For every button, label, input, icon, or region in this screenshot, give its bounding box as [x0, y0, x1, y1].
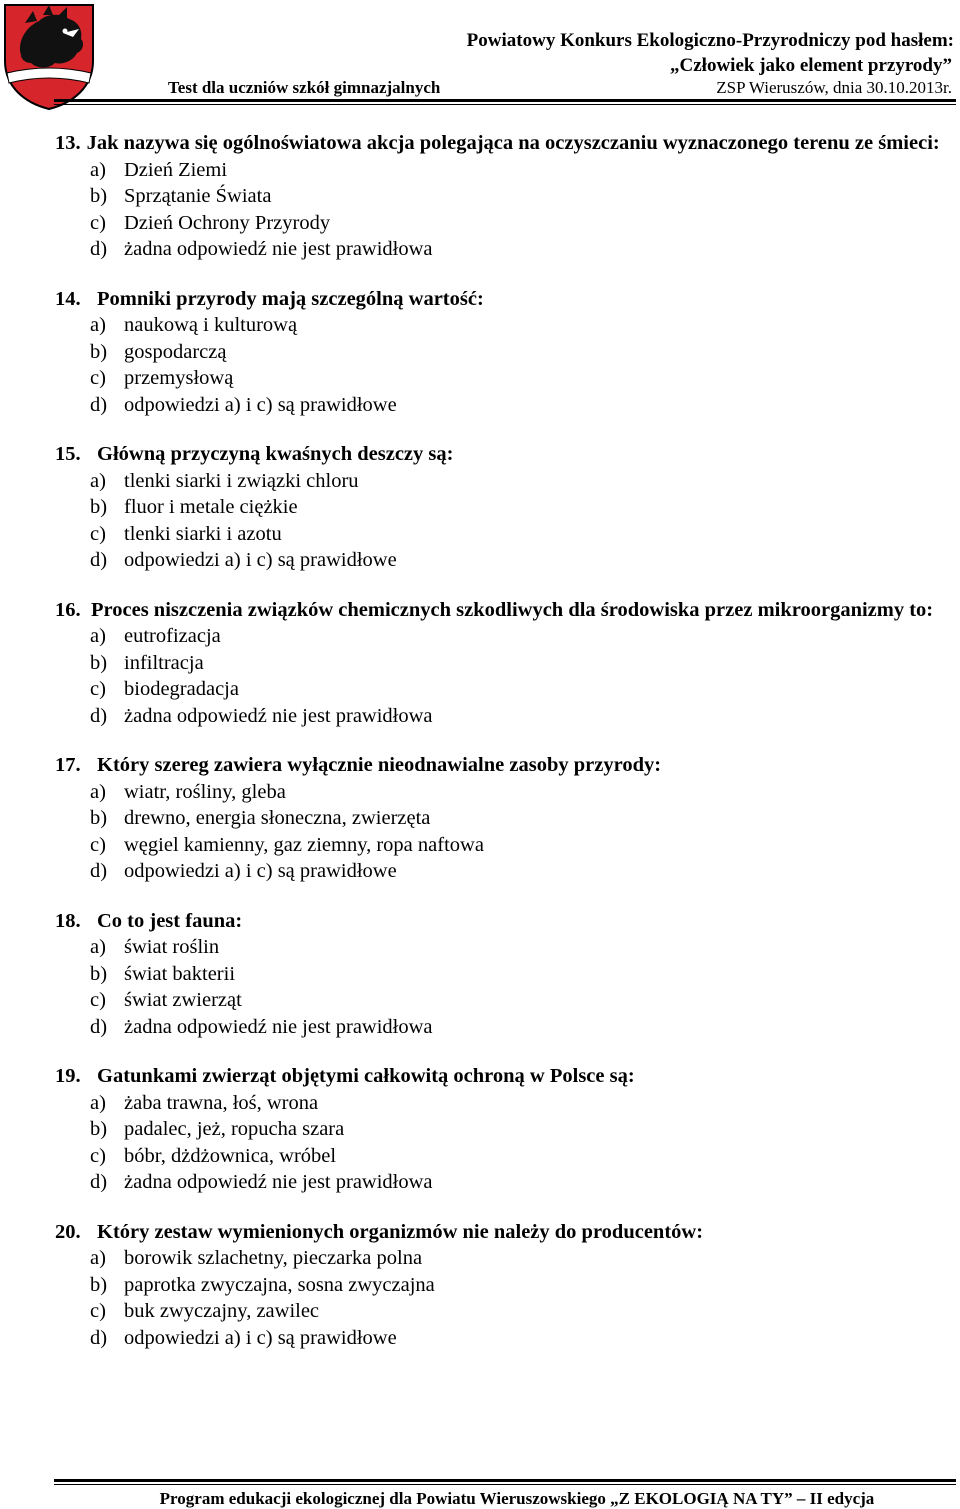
option-c — [55, 987, 955, 1014]
question-text: Gatunkami zwierząt objętymi całkowitą ochroną w Polsce są: — [97, 1065, 635, 1087]
option-letter: a) — [90, 314, 106, 336]
option-c — [55, 365, 955, 392]
option-d — [55, 1014, 955, 1041]
option-letter: b) — [90, 496, 108, 518]
option-b — [55, 650, 955, 677]
question-14 — [55, 286, 955, 419]
option-text: żaba trawna, łoś, wrona — [124, 1091, 319, 1114]
option-letter: a) — [90, 1247, 106, 1269]
footer-text: Program edukacji ekologicznej dla Powiatu Wieruszowskiego „Z EKOLOGIĄ NA TY” – II edycja — [159, 1489, 875, 1508]
question-number: 13. — [55, 132, 81, 154]
option-letter: b) — [90, 1273, 108, 1296]
option-letter: b) — [90, 807, 108, 829]
question-text: Pomniki przyrody mają szczególną wartość: — [97, 287, 484, 310]
question-text: Główną przyczyną kwaśnych deszczy są: — [97, 443, 454, 465]
header-divider-thin — [54, 104, 956, 105]
option-b — [55, 805, 955, 832]
option-a — [55, 1090, 955, 1117]
header-subtitle: „Człowiek jako element przyrody” — [670, 55, 952, 76]
option-text: wiatr, rośliny, gleba — [124, 780, 286, 803]
question-20 — [55, 1219, 955, 1352]
option-letter: c) — [90, 1300, 106, 1322]
option-text: tlenki siarki i związki chloru — [124, 469, 359, 492]
option-text: żadna odpowiedź nie jest prawidłowa — [124, 238, 433, 260]
footer-divider — [54, 1479, 956, 1482]
option-letter: a) — [90, 780, 106, 803]
option-a — [55, 312, 955, 339]
option-c — [55, 832, 955, 859]
option-letter: b) — [90, 962, 108, 985]
option-a — [55, 934, 955, 961]
option-text: padalec, jeż, ropucha szara — [124, 1118, 345, 1140]
question-text: Jak nazywa się ogólnoświatowa akcja polegająca na oczyszczaniu wyznaczonego terenu ze śmieci: — [86, 132, 940, 154]
option-text: węgiel kamienny, gaz ziemny, ropa naftowa — [124, 833, 484, 856]
question-16 — [55, 597, 955, 730]
option-text: eutrofizacja — [124, 625, 221, 647]
option-text: odpowiedzi a) i c) są prawidłowe — [124, 1326, 397, 1349]
option-d — [55, 703, 955, 730]
option-letter: a) — [90, 1091, 106, 1114]
option-c — [55, 210, 955, 237]
option-b — [55, 339, 955, 366]
option-letter: a) — [90, 469, 106, 492]
option-text: fluor i metale ciężkie — [124, 496, 298, 518]
option-letter: b) — [90, 185, 108, 207]
option-text: drewno, energia słoneczna, zwierzęta — [124, 807, 431, 829]
option-b — [55, 961, 955, 988]
option-text: biodegradacja — [124, 678, 239, 700]
option-text: gospodarczą — [124, 340, 227, 363]
option-text: paprotka zwyczajna, sosna zwyczajna — [124, 1273, 435, 1296]
question-15 — [55, 441, 955, 574]
header-place-date: ZSP Wieruszów, dnia 30.10.2013r. — [716, 78, 952, 97]
option-letter: c) — [90, 211, 106, 234]
option-text: przemysłową — [124, 367, 234, 389]
option-text: odpowiedzi a) i c) są prawidłowe — [124, 860, 397, 882]
option-letter: c) — [90, 989, 106, 1011]
question-text: Który szereg zawiera wyłącznie nieodnawialne zasoby przyrody: — [97, 754, 662, 776]
header-divider — [54, 99, 956, 102]
option-text: żadna odpowiedź nie jest prawidłowa — [124, 1015, 433, 1038]
option-c — [55, 676, 955, 703]
option-d — [55, 392, 955, 419]
option-letter: c) — [90, 833, 106, 856]
option-text: świat zwierząt — [124, 989, 242, 1011]
option-text: odpowiedzi a) i c) są prawidłowe — [124, 549, 397, 571]
option-letter: d) — [90, 393, 108, 416]
option-text: borowik szlachetny, pieczarka polna — [124, 1247, 423, 1269]
question-19 — [55, 1063, 955, 1196]
question-13 — [55, 130, 955, 263]
option-d — [55, 858, 955, 885]
option-letter: c) — [90, 367, 106, 389]
option-letter: a) — [90, 625, 106, 647]
option-letter: a) — [90, 158, 106, 181]
option-letter: d) — [90, 1171, 108, 1193]
option-letter: a) — [90, 936, 106, 958]
option-text: świat bakterii — [124, 962, 236, 985]
question-list — [55, 130, 955, 1374]
option-letter: d) — [90, 1015, 108, 1038]
option-text: buk zwyczajny, zawilec — [124, 1300, 320, 1322]
option-text: odpowiedzi a) i c) są prawidłowe — [124, 393, 397, 416]
option-c — [55, 1143, 955, 1170]
question-text: Proces niszczenia związków chemicznych szkodliwych dla środowiska przez mikroorganizmy to: — [91, 598, 934, 621]
option-c — [55, 521, 955, 548]
option-letter: b) — [90, 340, 108, 363]
option-letter: d) — [90, 1326, 108, 1349]
question-number: 15. — [55, 443, 81, 465]
option-text: świat roślin — [124, 936, 220, 958]
question-number: 17. — [55, 754, 81, 776]
option-text: żadna odpowiedź nie jest prawidłowa — [124, 704, 433, 727]
question-number: 19. — [55, 1065, 81, 1087]
option-a — [55, 623, 955, 650]
option-letter: c) — [90, 678, 106, 700]
header-test-for: Test dla uczniów szkół gimnazjalnych — [168, 78, 441, 97]
option-c — [55, 1298, 955, 1325]
question-number: 14. — [55, 287, 81, 310]
question-number: 20. — [55, 1220, 81, 1243]
question-text: Który zestaw wymienionych organizmów nie należy do producentów: — [97, 1220, 704, 1243]
question-18 — [55, 908, 955, 1041]
question-number: 18. — [55, 909, 81, 932]
question-text: Co to jest fauna: — [97, 909, 243, 932]
option-letter: d) — [90, 238, 108, 260]
option-d — [55, 236, 955, 263]
question-number: 16. — [55, 598, 81, 621]
option-letter: d) — [90, 704, 108, 727]
option-text: infiltracja — [124, 651, 204, 674]
option-a — [55, 468, 955, 495]
option-b — [55, 1116, 955, 1143]
option-text: żadna odpowiedź nie jest prawidłowa — [124, 1171, 433, 1193]
option-text: Dzień Ziemi — [124, 158, 228, 181]
footer-divider-thin — [54, 1484, 956, 1485]
option-a — [55, 1245, 955, 1272]
option-text: tlenki siarki i azotu — [124, 522, 282, 545]
option-d — [55, 1169, 955, 1196]
option-text: Sprzątanie Świata — [124, 185, 272, 207]
option-letter: c) — [90, 522, 106, 545]
option-b — [55, 494, 955, 521]
option-d — [55, 1325, 955, 1352]
option-letter: b) — [90, 651, 108, 674]
coat-of-arms-icon — [3, 3, 95, 111]
header-title: Powiatowy Konkurs Ekologiczno-Przyrodniczy pod hasłem: — [466, 30, 954, 51]
option-text: naukową i kulturową — [124, 314, 298, 336]
option-a — [55, 157, 955, 184]
option-letter: c) — [90, 1144, 106, 1167]
question-17 — [55, 752, 955, 885]
option-text: bóbr, dżdżownica, wróbel — [124, 1144, 337, 1167]
option-letter: d) — [90, 549, 108, 571]
option-d — [55, 547, 955, 574]
option-text: Dzień Ochrony Przyrody — [124, 211, 331, 234]
option-a — [55, 779, 955, 806]
option-letter: b) — [90, 1118, 108, 1140]
option-b — [55, 1272, 955, 1299]
option-b — [55, 183, 955, 210]
option-letter: d) — [90, 860, 108, 882]
